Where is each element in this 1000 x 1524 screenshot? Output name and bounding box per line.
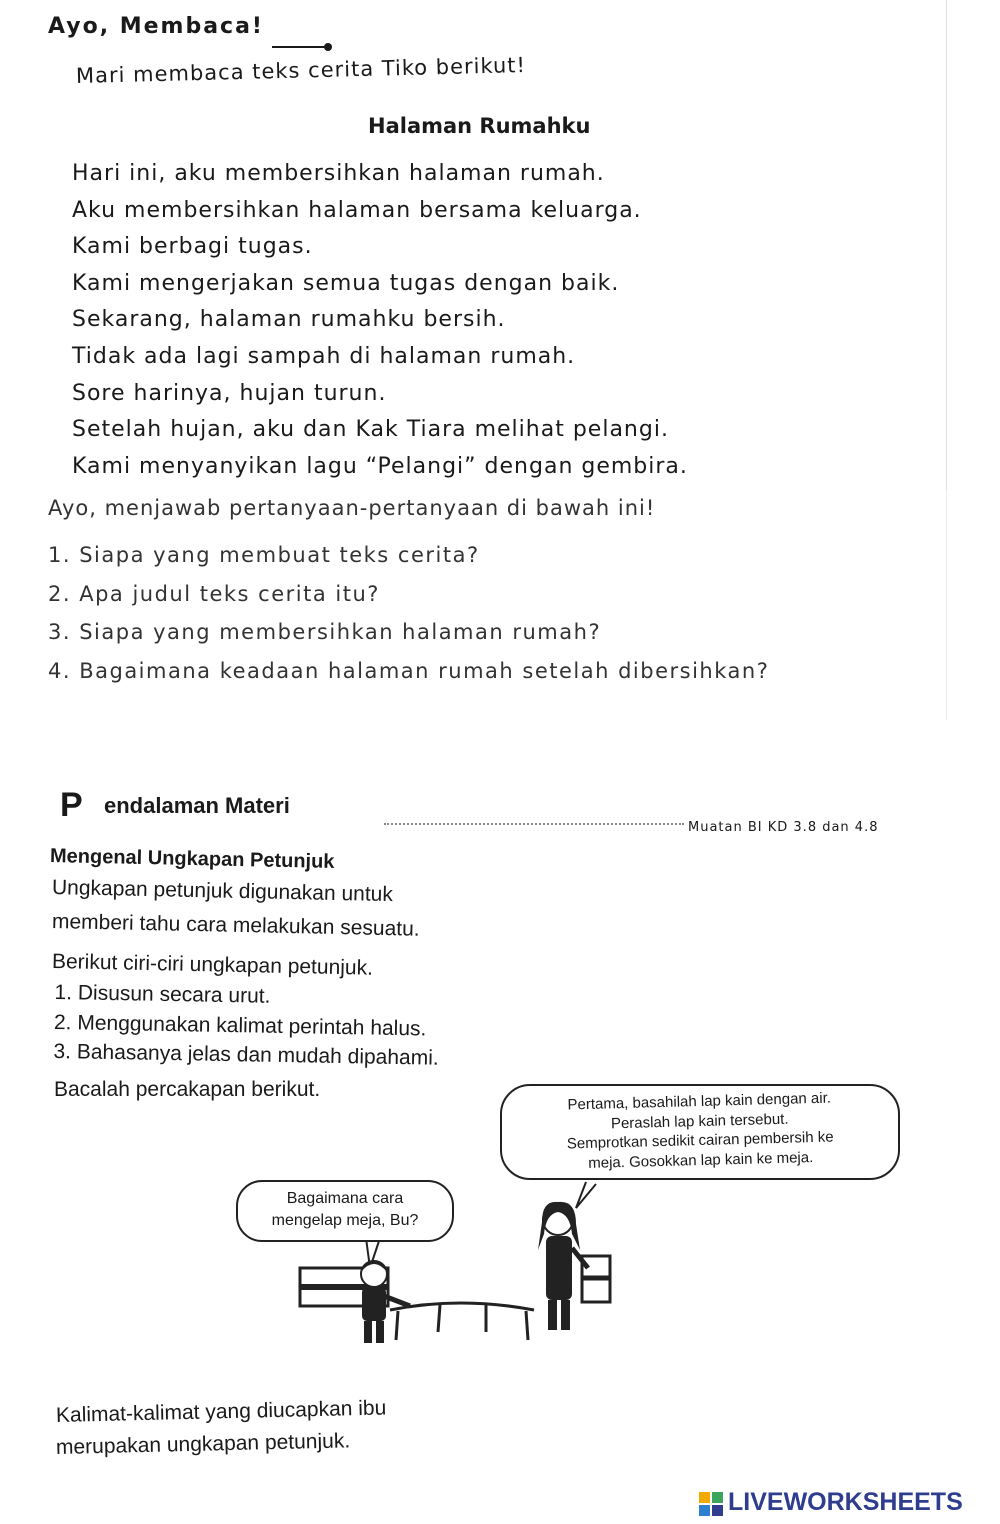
- dialog-intro: Bacalah percakapan berikut.: [54, 1078, 321, 1101]
- story-line: Kami berbagi tugas.: [72, 234, 313, 260]
- speech-line: Bagaimana cara: [286, 1190, 404, 1207]
- story-line: Setelah hujan, aku dan Kak Tiara melihat pelangi.: [72, 417, 669, 443]
- speech-line: meja. Gosokkan lap kain ke meja.: [588, 1148, 814, 1172]
- mother-bubble-tail: [576, 1182, 596, 1208]
- reading-intro: Mari membaca teks cerita Tiko berikut!: [75, 53, 527, 88]
- story-line: Sekarang, halaman rumahku bersih.: [72, 307, 506, 333]
- title-dotted-rule: [384, 823, 684, 825]
- question-item: 2. Apa judul teks cerita itu?: [48, 581, 380, 606]
- question-item: 4. Bagaimana keadaan halaman rumah setelah dibersihkan?: [48, 658, 770, 683]
- brand-name: LIVEWORKSHEETS: [728, 1488, 963, 1516]
- story-title: Halaman Rumahku: [368, 114, 591, 138]
- characteristics-intro: Berikut ciri-ciri ungkapan petunjuk.: [51, 950, 374, 980]
- scan-edge-line: [946, 0, 947, 490]
- question-list: [48, 536, 769, 690]
- speech-line: Semprotkan sedikit cairan pembersih ke: [566, 1128, 834, 1153]
- speech-line: mengelap meja, Bu?: [271, 1212, 419, 1229]
- mother-speech-bubble: [500, 1084, 900, 1180]
- characteristic-item: 2. Menggunakan kalimat perintah halus.: [53, 1010, 427, 1040]
- story-line: Sore harinya, hujan turun.: [72, 380, 387, 406]
- scan-edge-line: [946, 490, 947, 720]
- definition-line: memberi tahu cara melakukan sesuatu.: [51, 910, 420, 941]
- table: [390, 1303, 534, 1340]
- section-title: Ayo, Membaca!: [48, 14, 264, 39]
- speech-line: Peraslah lap kain tersebut.: [610, 1110, 789, 1132]
- title-underline: [272, 46, 328, 48]
- section-initial: P: [60, 786, 83, 824]
- question-item: 3. Siapa yang membersihkan halaman rumah?: [48, 620, 602, 644]
- story-line: Tidak ada lagi sampah di halaman rumah.: [72, 343, 576, 369]
- mother-speech-text: [501, 1087, 899, 1175]
- question-item: 1. Siapa yang membuat teks cerita?: [48, 543, 480, 567]
- title-underline-dot: [324, 43, 332, 51]
- questions-intro: Ayo, menjawab pertanyaan-pertanyaan di bawah ini!: [48, 496, 656, 520]
- closing-line: merupakan ungkapan petunjuk.: [55, 1429, 351, 1459]
- story-line: Hari ini, aku membersihkan halaman rumah.: [72, 161, 605, 186]
- section-title: endalaman Materi: [104, 793, 290, 818]
- characteristic-item: 3. Bahasanya jelas dan mudah dipahami.: [53, 1039, 439, 1070]
- subsection-title: Mengenal Ungkapan Petunjuk: [49, 845, 335, 873]
- story-line: Kami mengerjakan semua tugas dengan baik.: [72, 270, 620, 296]
- characteristic-item: 1. Disusun secara urut.: [54, 981, 271, 1008]
- child-speech-text: [238, 1188, 452, 1232]
- characteristics-list: [53, 978, 440, 1073]
- closing-line: Kalimat-kalimat yang diucapkan ibu: [55, 1396, 387, 1427]
- story-line: Kami menyanyikan lagu “Pelangi” dengan gembira.: [72, 453, 688, 479]
- child-figure: [361, 1261, 410, 1343]
- liveworksheets-logo-icon: [698, 1491, 724, 1517]
- curriculum-tag: Muatan BI KD 3.8 dan 4.8: [688, 820, 879, 835]
- child-speech-bubble: [236, 1180, 454, 1242]
- story-text: [72, 156, 688, 485]
- definition-line: Ungkapan petunjuk digunakan untuk: [51, 876, 394, 907]
- story-line: Aku membersihkan halaman bersama keluarga.: [72, 197, 642, 223]
- speech-line: Pertama, basahilah lap kain dengan air.: [567, 1089, 832, 1114]
